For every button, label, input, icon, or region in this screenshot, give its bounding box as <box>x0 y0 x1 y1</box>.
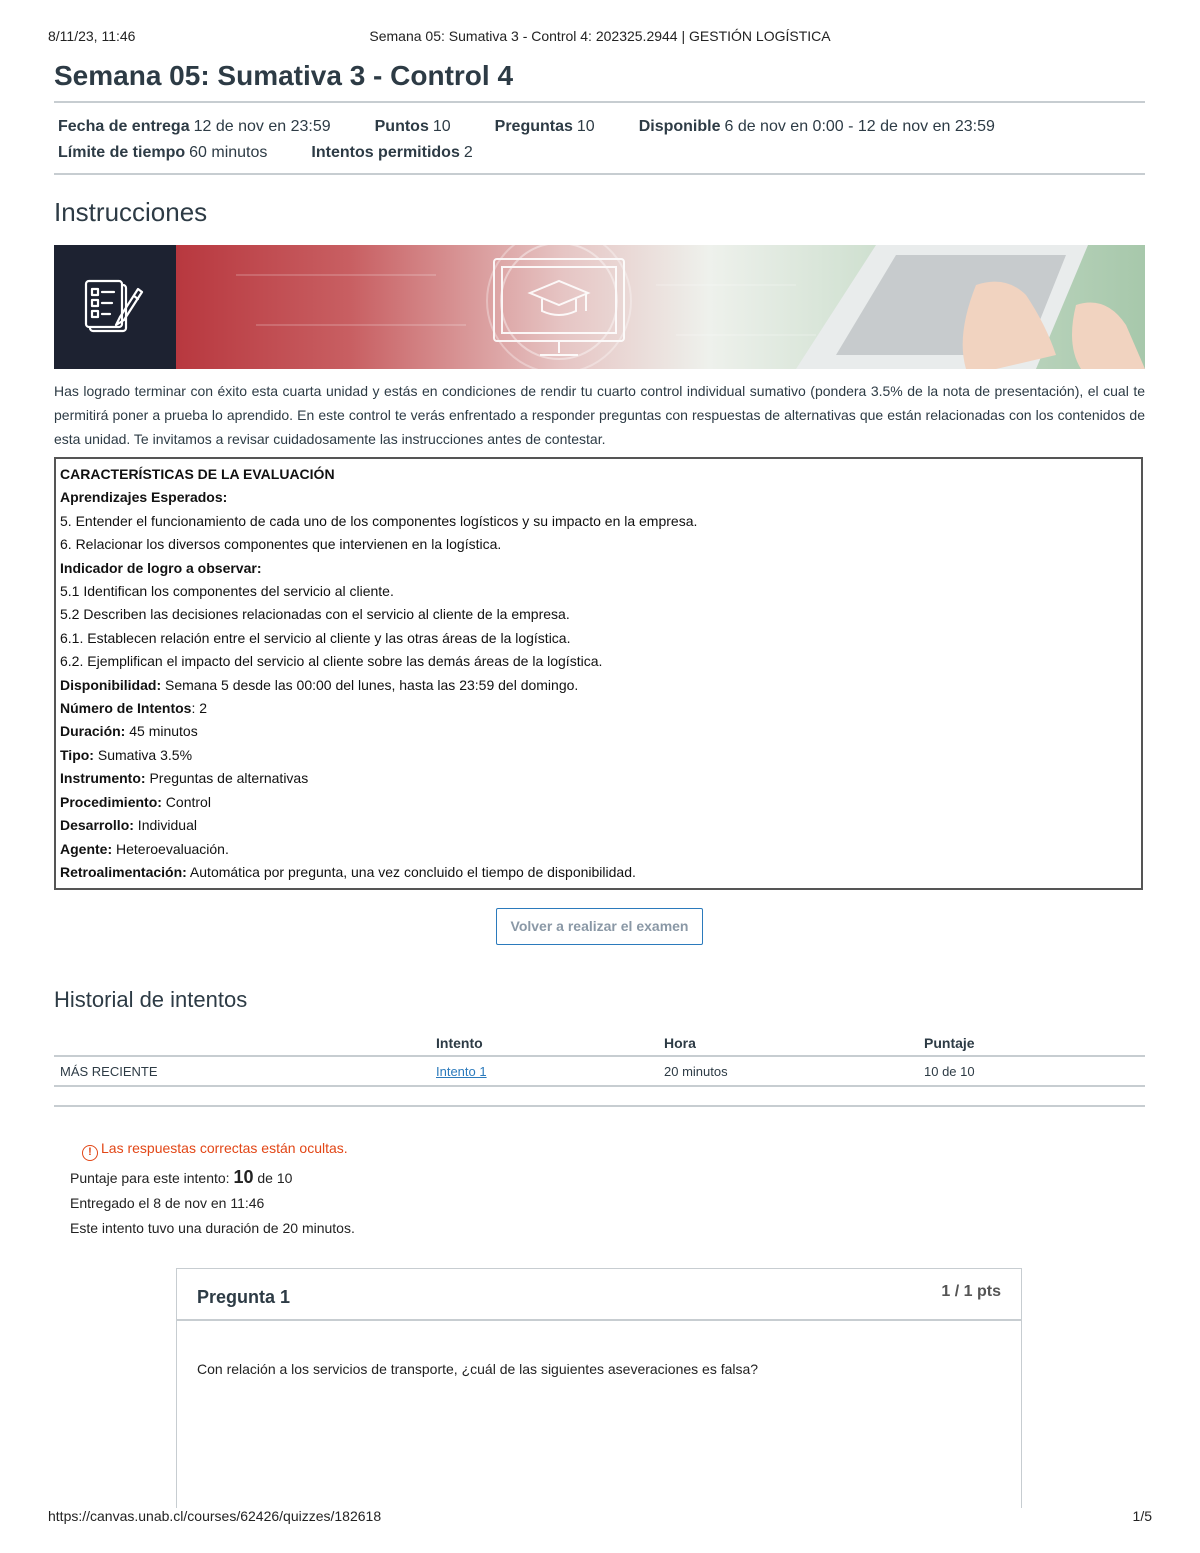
attempt-history-heading: Historial de intentos <box>54 987 248 1013</box>
question-card <box>176 1268 1022 1508</box>
question-points: 1 / 1 pts <box>941 1283 1001 1300</box>
print-title: Semana 05: Sumativa 3 - Control 4: 202325.2944 | GESTIÓN LOGÍSTICA <box>369 28 831 44</box>
column-header: Intento <box>430 1030 658 1056</box>
warning-icon: ! <box>82 1145 98 1161</box>
question-title: Pregunta 1 <box>197 1287 291 1307</box>
indicator-item: 6.2. Ejemplifican el impacto del servicio al cliente sobre las demás áreas de la logística. <box>60 653 603 670</box>
submitted-at: Entregado el 8 de nov en 11:46 <box>70 1195 265 1212</box>
instructions-intro: Has logrado terminar con éxito esta cuarta unidad y estás en condiciones de rendir tu cuarto control individual sumativo (pondera 3.5% de la nota de presentación), el cual te permitirá poner a prueba lo aprendido. En este control te verás enfrentado a responder preguntas con respuestas de alternativas que están relacionadas con los contenidos de esta unidad. Te invitamos a revisar cuidadosamente las instrucciones antes de contestar. <box>54 383 1145 447</box>
field-agent: Agente: Heteroevaluación. <box>60 840 229 857</box>
attempt-link[interactable]: Intento 1 <box>436 1063 487 1079</box>
indicator-item: 5.2 Describen las decisiones relacionadas con el servicio al cliente de la empresa. <box>60 606 570 623</box>
banner-dark-panel <box>54 245 176 369</box>
print-url: https://canvas.unab.cl/courses/62426/quizzes/182618 <box>48 1508 382 1524</box>
expected-item: 5. Entender el funcionamiento de cada uno de los componentes logísticos y su impacto en la empresa. <box>60 512 698 529</box>
page-title: Semana 05: Sumativa 3 - Control 4 <box>54 60 514 91</box>
banner-gradient <box>176 245 1145 369</box>
field-attempts: Número de Intentos: 2 <box>60 700 208 717</box>
due-date: Fecha de entrega 12 de nov en 23:59 <box>58 118 331 135</box>
attempt-time: 20 minutos <box>658 1056 918 1086</box>
column-header <box>54 1030 430 1056</box>
hidden-answers-warning: ! Las respuestas correctas están ocultas. <box>82 1137 1145 1161</box>
time-limit: Límite de tiempo 60 minutos <box>58 144 268 161</box>
monitor-graduation-cap-icon <box>176 245 1145 369</box>
attempt-duration: Este intento tuvo una duración de 20 minutos. <box>70 1220 355 1237</box>
points: Puntos 10 <box>374 118 451 135</box>
divider <box>54 173 1145 175</box>
checklist-icon <box>54 245 176 369</box>
question-text: Con relación a los servicios de transporte, ¿cuál de las siguientes aseveraciones es falsa? <box>197 1361 759 1377</box>
quiz-content <box>54 58 1145 1377</box>
field-duration: Duración: 45 minutos <box>60 723 198 740</box>
availability: Disponible 6 de nov en 0:00 - 12 de nov en 23:59 <box>638 118 995 135</box>
instructions-heading: Instrucciones <box>54 197 208 227</box>
column-header: Puntaje <box>918 1030 1145 1056</box>
expected-learning-heading: Aprendizajes Esperados: <box>60 489 228 506</box>
allowed-attempts: Intentos permitidos 2 <box>311 144 473 161</box>
indicator-item: 5.1 Identifican los componentes del servicio al cliente. <box>60 583 394 600</box>
field-type: Tipo: Sumativa 3.5% <box>60 746 193 763</box>
instructions-banner <box>54 245 1145 369</box>
indicator-heading: Indicador de logro a observar: <box>60 559 262 576</box>
attempt-score: 10 de 10 <box>918 1056 1145 1086</box>
characteristics-heading: CARACTERÍSTICAS DE LA EVALUACIÓN <box>60 466 335 482</box>
question-header <box>177 1269 1021 1321</box>
field-availability: Disponibilidad: Semana 5 desde las 00:00 del lunes, hasta las 23:59 del domingo. <box>60 676 579 693</box>
table-row <box>54 1056 1145 1086</box>
field-feedback: Retroalimentación: Automática por pregunta, una vez concluido el tiempo de disponibilidad. <box>60 863 636 880</box>
questions-count: Preguntas 10 <box>494 118 595 135</box>
field-development: Desarrollo: Individual <box>60 817 197 834</box>
page-number: 1/5 <box>1132 1508 1152 1524</box>
laptop-keyboard-illustration <box>796 245 1145 369</box>
print-footer <box>48 1508 1152 1528</box>
print-date: 8/11/23, 11:46 <box>48 28 136 44</box>
field-instrument: Instrumento: Preguntas de alternativas <box>60 770 309 787</box>
divider <box>54 1105 1145 1107</box>
indicator-item: 6.1. Establecen relación entre el servicio al cliente y las otras áreas de la logística. <box>60 629 571 646</box>
row-label: MÁS RECIENTE <box>54 1056 430 1086</box>
attempt-history-table <box>54 1030 1145 1087</box>
print-header <box>48 28 1152 48</box>
attempt-summary <box>70 1165 1145 1241</box>
retake-quiz-button[interactable]: Volver a realizar el examen <box>496 908 704 945</box>
field-procedure: Procedimiento: Control <box>60 793 211 810</box>
expected-item: 6. Relacionar los diversos componentes que intervienen en la logística. <box>60 536 502 553</box>
quiz-details <box>54 103 1145 173</box>
evaluation-characteristics <box>54 457 1143 890</box>
attempt-score-line: Puntaje para este intento: 10 de 10 <box>70 1167 293 1188</box>
column-header: Hora <box>658 1030 918 1056</box>
